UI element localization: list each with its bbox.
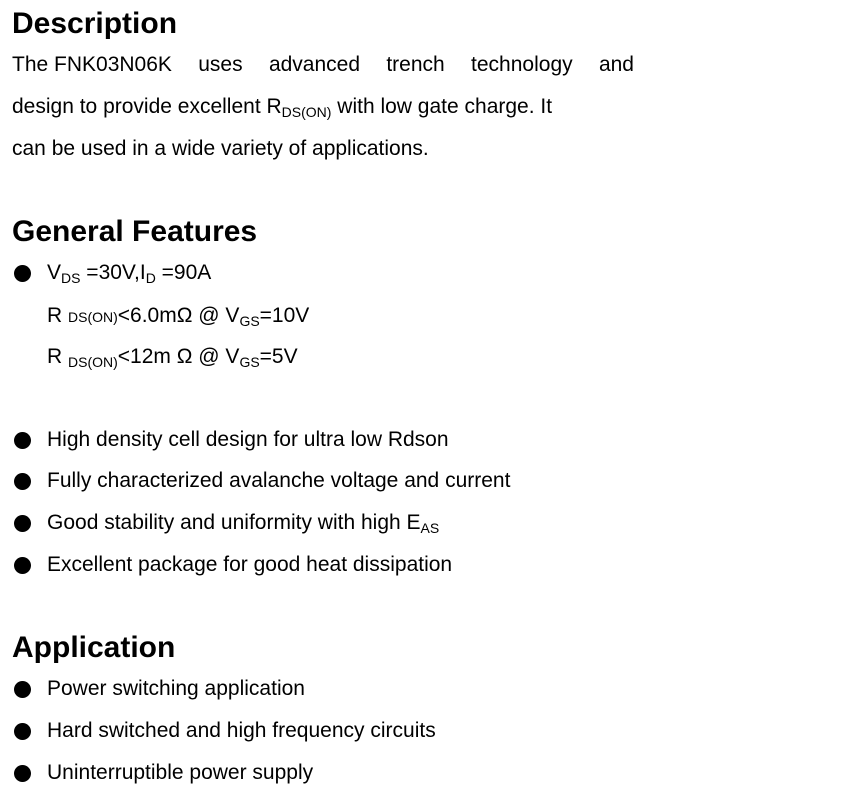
feature-item	[12, 426, 449, 454]
bullet-icon	[14, 473, 31, 490]
application-text: Power switching application	[47, 677, 305, 700]
application-text: Uninterruptible power supply	[47, 761, 314, 784]
application-item	[12, 717, 436, 745]
bullet-icon	[14, 432, 31, 449]
description-line-3: can be used in a wide variety of applications.	[12, 137, 429, 160]
description-word: advanced	[268, 53, 361, 76]
description-line-1	[12, 51, 634, 79]
description-word: The FNK03N06K	[12, 53, 172, 76]
bullet-icon	[14, 265, 31, 282]
bullet-icon	[14, 723, 31, 740]
application-item	[12, 759, 313, 787]
description-word: trench	[386, 53, 445, 76]
description-heading: Description	[12, 7, 178, 40]
feature-spec-rdson-5v: R $_{DS(ON)}$<12m Ω @ $V_{GS}=5V$	[47, 345, 298, 370]
feature-item	[12, 509, 439, 537]
description-line-2	[12, 93, 552, 121]
feature-text: High density cell design for ultra low Rdson	[47, 428, 449, 451]
general-features-heading: General Features	[12, 215, 258, 248]
feature-item	[12, 551, 452, 579]
application-item	[12, 675, 305, 703]
bullet-icon	[14, 515, 31, 532]
feature-spec-vds	[12, 259, 211, 287]
description-text: with low gate charge. It	[331, 95, 553, 118]
spec-text: $V_{DS} =30V,I_D =90A$	[47, 261, 212, 286]
bullet-icon	[14, 765, 31, 782]
bullet-icon	[14, 681, 31, 698]
feature-text: Fully characterized avalanche voltage and current	[47, 469, 511, 492]
bullet-icon	[14, 557, 31, 574]
application-text: Hard switched and high frequency circuits	[47, 719, 436, 742]
description-word: and	[598, 53, 634, 76]
feature-spec-rdson-10v: R DS(ON)<6.0mΩ @ $V_{GS}=10V$	[47, 304, 310, 329]
application-heading: Application	[12, 631, 176, 664]
description-word: uses	[198, 53, 243, 76]
feature-text: Excellent package for good heat dissipation	[47, 553, 453, 576]
description-text: design to provide excellent R	[12, 95, 282, 118]
feature-item	[12, 467, 510, 495]
rdson-subscript: DS(ON)	[281, 104, 332, 120]
feature-text: Good stability and uniformity with high $E_{AS}$	[47, 511, 440, 536]
description-word: technology	[471, 53, 573, 76]
